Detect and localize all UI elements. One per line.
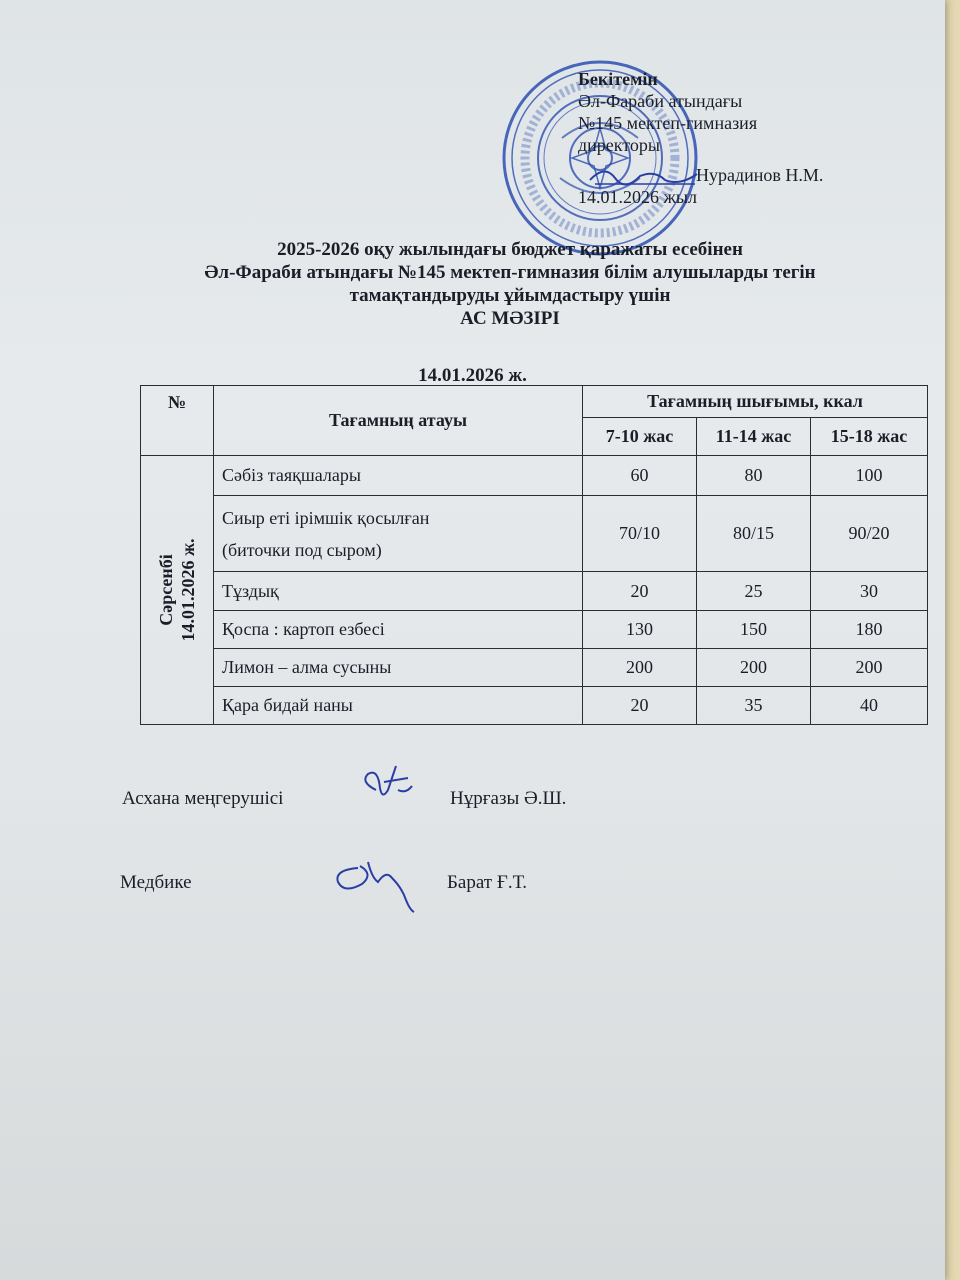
dish-name: Қоспа : картоп езбесі: [214, 611, 583, 649]
day-date: 14.01.2026 ж.: [178, 538, 198, 642]
approval-date: 14.01.2026 жыл: [578, 187, 698, 207]
header-number: №: [141, 386, 214, 456]
value-11-14: 35: [697, 687, 811, 725]
header-output: Тағамның шығымы, ккал: [583, 386, 928, 418]
cook-name: Нұрғазы Ә.Ш.: [450, 788, 567, 809]
header-dish-name: Тағамның атауы: [214, 386, 583, 456]
value-11-14: 25: [697, 572, 811, 611]
document-title: [90, 238, 930, 330]
cook-role: Асхана меңгерушісі: [122, 788, 284, 809]
dish-name-alt: (биточки под сыром): [222, 539, 382, 560]
value-7-10: 60: [583, 456, 697, 496]
value-11-14: 80: [697, 456, 811, 496]
menu-table: [140, 385, 928, 725]
value-7-10: 20: [583, 572, 697, 611]
table-row: [141, 496, 928, 572]
table-row: [141, 611, 928, 649]
approval-heading: Бекітемін: [578, 69, 658, 89]
header-row-1: [141, 386, 928, 418]
value-7-10: 200: [583, 649, 697, 687]
value-15-18: 200: [811, 649, 928, 687]
value-11-14: 80/15: [697, 496, 811, 572]
title-line-1: 2025-2026 оқу жылындағы бюджет қаражаты есебінен: [277, 239, 743, 260]
value-15-18: 90/20: [811, 496, 928, 572]
dish-name: Сәбіз таяқшалары: [214, 456, 583, 496]
value-7-10: 130: [583, 611, 697, 649]
header-age-11-14: 11-14 жас: [697, 418, 811, 456]
dish-name: Сиыр еті ірімшік қосылған: [222, 507, 430, 528]
header-age-7-10: 7-10 жас: [583, 418, 697, 456]
day-name: Сәрсенбі: [156, 554, 176, 626]
value-11-14: 200: [697, 649, 811, 687]
dish-name: Тұздық: [214, 572, 583, 611]
value-15-18: 100: [811, 456, 928, 496]
value-15-18: 180: [811, 611, 928, 649]
table-row: [141, 649, 928, 687]
title-line-2: Әл-Фараби атындағы №145 мектеп-гимназия білім алушыларды тегін: [204, 262, 816, 283]
day-label-block: [155, 538, 199, 641]
nurse-role: Медбике: [120, 872, 192, 893]
director-signature: [585, 162, 705, 192]
dish-name-cell: [214, 496, 583, 572]
approval-school-number: №145 мектеп-гимназия: [578, 113, 758, 133]
value-15-18: 40: [811, 687, 928, 725]
value-7-10: 70/10: [583, 496, 697, 572]
table-row: [141, 687, 928, 725]
cook-signature: [358, 760, 418, 810]
header-age-15-18: 15-18 жас: [811, 418, 928, 456]
dish-name: Лимон – алма сусыны: [214, 649, 583, 687]
value-7-10: 20: [583, 687, 697, 725]
nurse-signature: [330, 848, 420, 914]
value-15-18: 30: [811, 572, 928, 611]
dish-name: Қара бидай наны: [214, 687, 583, 725]
approval-school-line: Әл-Фараби атындағы: [578, 91, 743, 111]
table-row: [141, 456, 928, 496]
title-line-3: тамақтандыруды ұйымдастыру үшін: [349, 285, 671, 306]
day-cell: [141, 456, 214, 725]
value-11-14: 150: [697, 611, 811, 649]
approval-position: директоры: [578, 135, 661, 155]
title-line-4: АС МӘЗІРІ: [460, 308, 560, 329]
approval-director: Нурадинов Н.М.: [696, 165, 824, 185]
table-row: [141, 572, 928, 611]
nurse-name: Барат Ғ.Т.: [447, 872, 528, 893]
menu-date: 14.01.2026 ж.: [418, 365, 527, 386]
